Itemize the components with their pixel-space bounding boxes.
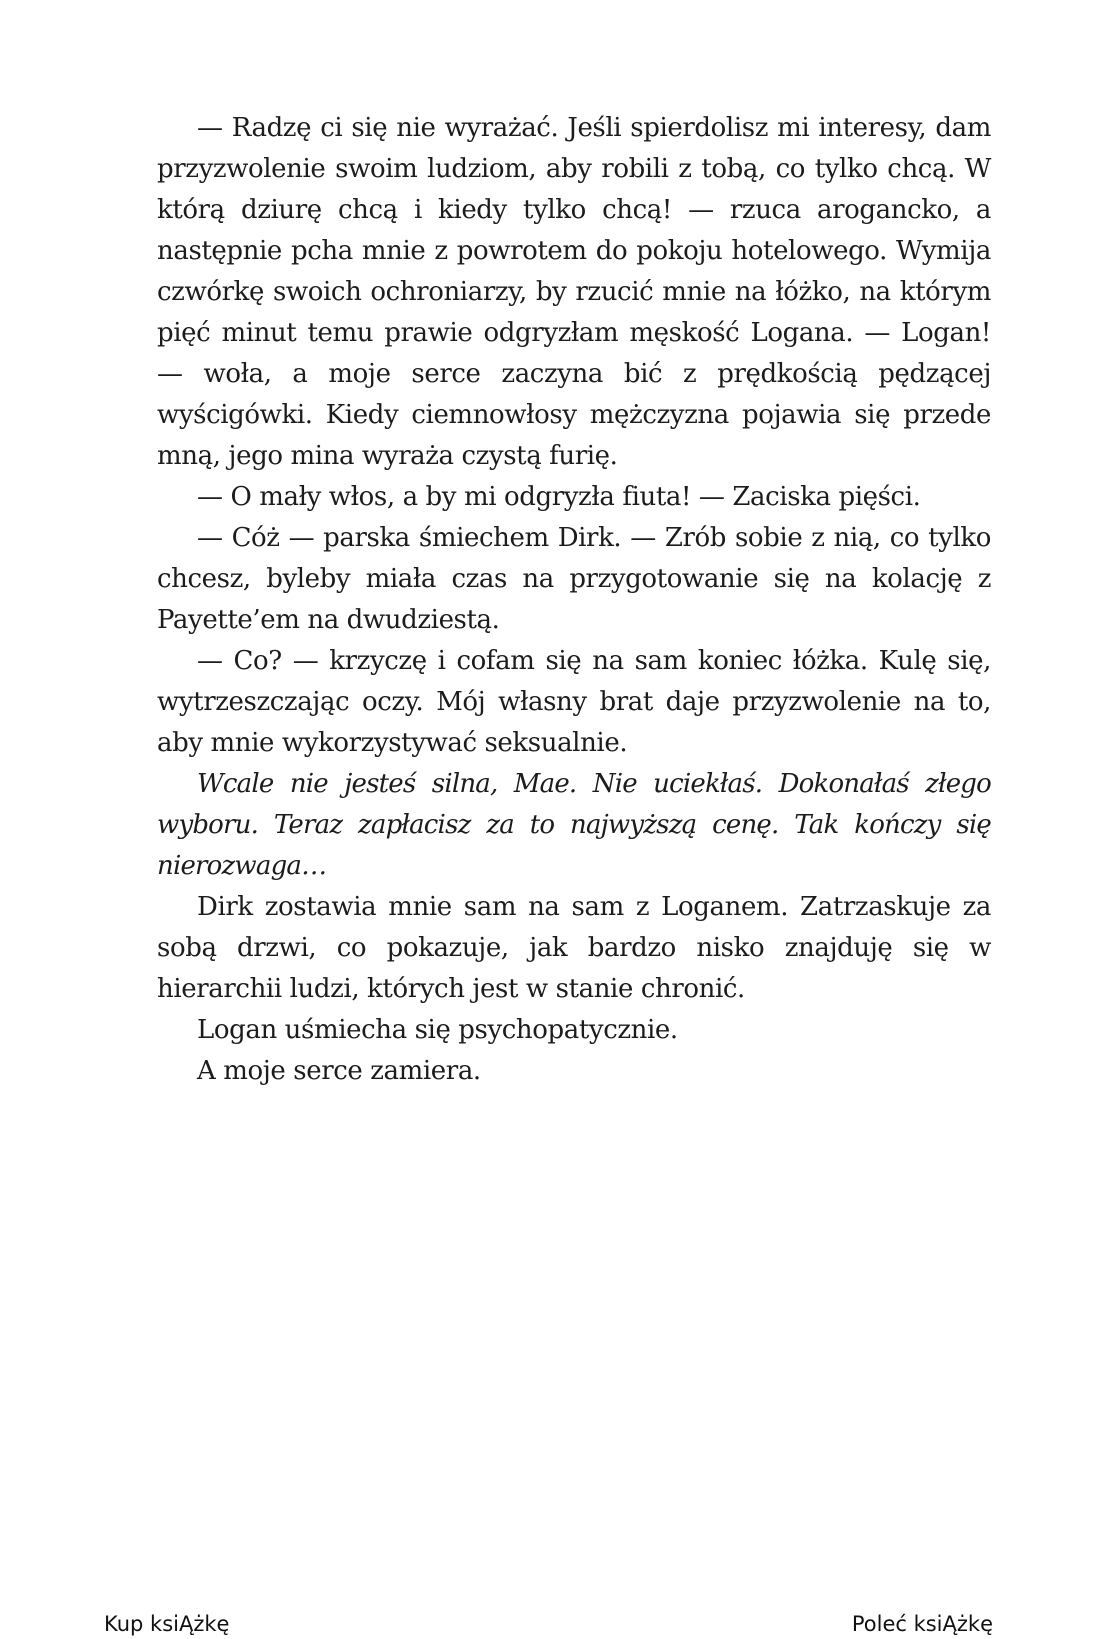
paragraph: — O mały włos, a by mi odgryzła fiuta! — Zaciska pięści. bbox=[197, 482, 921, 512]
italic-paragraph: Wcale nie jesteś silna, Mae. Nie uciekłaś. Dokonałaś złego wyboru. Teraz zapłacisz za to najwyższą cenę. Tak kończy się nierozwaga… bbox=[157, 769, 991, 881]
paragraph: — Radzę ci się nie wyrażać. Jeśli spierdolisz mi interesy, dam przyzwolenie swoim ludziom, aby robili z tobą, co tylko chcą. W którą dziurę chcą i kiedy tylko chcą! — rzuca arogancko, a następnie pcha mnie z powrotem do pokoju hotelowego. Wymija czwórkę swoich ochroniarzy, by rzucić mnie na łóżko, na którym pięć minut temu prawie odgryzłam męskość Logana. — Logan! — woła, a moje serce zaczyna bić z prędkością pędzącej wyścigówki. Kiedy ciemnowłosy mężczyzna pojawia się przede mną, jego mina wyraża czystą furię. bbox=[157, 113, 991, 471]
recommend-book-link[interactable]: Poleć ksiĄżkę bbox=[851, 1612, 993, 1636]
paragraph: — Co? — krzyczę i cofam się na sam koniec łóżka. Kulę się, wytrzeszczając oczy. Mój własny brat daje przyzwolenie na to, aby mnie wykorzystywać seksualnie. bbox=[157, 646, 991, 758]
paragraph: — Cóż — parska śmiechem Dirk. — Zrób sobie z nią, co tylko chcesz, byleby miała czas na przygotowanie się na kolację z Payette’em na dwudziestą. bbox=[157, 523, 991, 635]
paragraph: Logan uśmiecha się psychopatycznie. bbox=[197, 1015, 678, 1045]
paragraph: A moje serce zamiera. bbox=[197, 1056, 481, 1086]
page-body bbox=[157, 108, 991, 1092]
buy-book-link[interactable]: Kup ksiĄżkę bbox=[104, 1612, 230, 1636]
paragraph: Dirk zostawia mnie sam na sam z Loganem. Zatrzaskuje za sobą drzwi, co pokazuje, jak bardzo nisko znajduję się w hierarchii ludzi, których jest w stanie chronić. bbox=[157, 892, 991, 1004]
